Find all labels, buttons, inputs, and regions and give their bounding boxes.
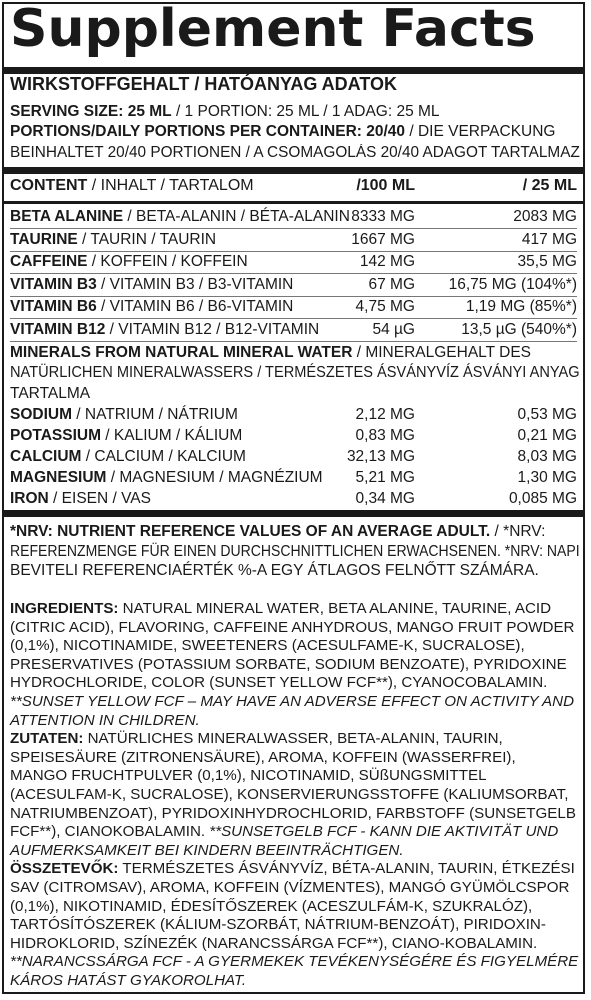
ingredients-hu-warning: KÁROS HATÁST GYAKOROLHAT. — [10, 971, 247, 989]
nutrient-value-25ml: 417 MG — [521, 230, 577, 248]
column-100ml-header: /100 ML — [356, 177, 415, 194]
nutrient-name-bold: VITAMIN B12 — [10, 320, 106, 338]
nutrient-value-25ml: 0,21 MG — [517, 427, 577, 444]
nutrient-name-bold: VITAMIN B6 — [10, 298, 97, 315]
nutrient-name-bold: IRON — [10, 490, 49, 507]
ingredients-de-line: (ACESULFAM-K, SUCRALOSE), KONSERVIERUNGSSTOFFE (KALIUMSORBAT, — [10, 785, 569, 803]
nutrient-name — [10, 405, 238, 425]
content-header-rest: / INHALT / TARTALOM — [87, 177, 254, 194]
nutrient-value-25ml: 8,03 MG — [517, 448, 577, 465]
minerals-rest: / MINERALGEHALT DES — [352, 344, 532, 361]
nutrient-value-100ml: 142 MG — [359, 253, 415, 270]
nutrient-name — [10, 426, 242, 446]
nutrient-name-bold: BETA ALANINE — [10, 208, 124, 225]
title-divider — [4, 67, 583, 74]
minerals-bold: MINERALS FROM NATURAL MINERAL WATER — [10, 344, 353, 361]
portions-bold: PORTIONS/DAILY PORTIONS PER CONTAINER: 20/40 — [10, 123, 406, 140]
nutrient-row — [10, 230, 577, 250]
row-divider — [10, 341, 577, 342]
nutrient-value-100ml: 5,21 MG — [355, 469, 415, 486]
nutrient-name-rest: / CALCIUM / KALCIUM — [81, 448, 246, 465]
ingredients-de-line: ZUTATEN: NATÜRLICHES MINERALWASSER, BETA-ALANIN, TAURIN, — [10, 730, 503, 748]
nutrient-value-25ml: 1,19 MG (85%*) — [465, 298, 577, 315]
nutrient-name-bold: SODIUM — [10, 406, 72, 423]
nutrient-name-rest: / VITAMIN B6 / B6-VITAMIN — [96, 298, 294, 315]
ingredients-hu-line: (0,1%), NIKOTINAMID, ÉDESÍTŐSZEREK (ACESZULFÁM-K, SZUKRALÓZ), — [10, 897, 533, 915]
nutrient-value-100ml: 67 MG — [368, 275, 415, 293]
nutrient-value-100ml: 1667 MG — [351, 230, 415, 248]
nutrient-name-rest: / BETA-ALANIN / BÉTA-ALANIN — [123, 208, 350, 225]
nutrient-value-25ml: 35,5 MG — [517, 253, 577, 270]
nutrient-row — [10, 405, 577, 425]
minerals-line-3: TARTALMA — [10, 385, 91, 402]
label-subtitle: WIRKSTOFFGEHALT / HATÓANYAG ADATOK — [10, 74, 397, 94]
nutrient-name-rest: / KOFFEIN / KOFFEIN — [87, 253, 248, 270]
nutrient-name — [10, 447, 246, 467]
ingredients-de-warning: **SUNSETGELB FCF - KANN DIE AKTIVITÄT UND — [209, 823, 559, 841]
content-header-bold: CONTENT — [10, 177, 88, 194]
nutrient-name-rest: / KALIUM / KÁLIUM — [101, 427, 243, 444]
header-divider — [4, 201, 583, 204]
serving-size-rest: / 1 PORTION: 25 ML / 1 ADAG: 25 ML — [171, 103, 440, 120]
serving-size — [10, 102, 577, 121]
nutrient-name-rest: / MAGNESIUM / MAGNÉZIUM — [106, 469, 323, 486]
ingredients-de-line: NATRIUMBENZOAT), PYRIDOXINHYDROCHLORID, FARBSTOFF (SUNSETGELB — [10, 804, 576, 822]
nutrient-name-rest: / VITAMIN B12 / B12-VITAMIN — [105, 320, 320, 338]
nutrient-value-100ml: 32,13 MG — [346, 448, 415, 465]
supplement-facts-label — [2, 2, 585, 994]
table-bottom-divider — [4, 510, 583, 517]
nrv-rest: / *NRV: — [490, 523, 546, 540]
nutrient-row — [10, 489, 577, 509]
nutrient-name — [10, 252, 248, 272]
nutrient-row — [10, 275, 577, 295]
ingredients-hu-line: ÖSSZETEVŐK: TERMÉSZETES ÁSVÁNYVÍZ, BÉTA-ALANIN, TAURIN, ÉTKEZÉSI — [10, 860, 575, 878]
table-header — [10, 176, 577, 196]
ingredients-en-warning: **SUNSET YELLOW FCF – MAY HAVE AN ADVERSE EFFECT ON ACTIVITY AND — [10, 692, 575, 710]
nutrient-name-bold: TAURINE — [10, 230, 78, 248]
nutrient-name — [10, 230, 216, 250]
nutrient-name-bold: POTASSIUM — [10, 427, 101, 444]
nutrient-name-bold: CALCIUM — [10, 448, 82, 465]
nutrient-value-25ml: 0,53 MG — [517, 406, 577, 423]
portions-line-1 — [10, 122, 577, 141]
nutrient-value-25ml: 16,75 MG (104%*) — [448, 275, 577, 293]
nutrient-row — [10, 447, 577, 467]
ingredients-hu-heading: ÖSSZETEVŐK: — [10, 860, 119, 878]
nutrient-row — [10, 297, 577, 317]
nutrient-value-100ml: 0,34 MG — [355, 490, 415, 507]
nrv-line-1 — [10, 522, 577, 541]
ingredients-en-line: (CITRIC ACID), FLAVORING, CAFFEINE ANHYDROUS, MANGO FRUIT POWDER — [10, 618, 575, 636]
ingredients-block — [10, 600, 582, 990]
portions-rest: / DIE VERPACKUNG — [405, 123, 556, 140]
nutrient-name-bold: CAFFEINE — [10, 253, 88, 270]
ingredients-de-line: FCF**), CIANOKOBALAMIN. **SUNSETGELB FCF - KANN DIE AKTIVITÄT UND — [10, 823, 559, 841]
nutrient-value-100ml: 0,83 MG — [355, 427, 415, 444]
ingredients-en-line: INGREDIENTS: NATURAL MINERAL WATER, BETA ALANINE, TAURINE, ACID — [10, 600, 552, 617]
nrv-line-3: BEVITELI REFERENCIAÉRTÉK %-A EGY ÁTLAGOS FELNŐTT SZÁMÁRA. — [10, 562, 539, 579]
label-title: Supplement Facts — [10, 2, 536, 59]
ingredients-de-heading: ZUTATEN: — [10, 730, 84, 748]
nutrient-value-25ml: 0,085 MG — [508, 490, 577, 507]
nutrient-name — [10, 489, 151, 509]
nutrient-row — [10, 252, 577, 272]
ingredients-en-heading: INGREDIENTS: — [10, 600, 119, 617]
nutrient-value-100ml: 4,75 MG — [355, 298, 415, 315]
nutrient-value-100ml: 2,12 MG — [355, 406, 415, 423]
minerals-line-1 — [10, 343, 577, 362]
nrv-bold: *NRV: NUTRIENT REFERENCE VALUES OF AN AVERAGE ADULT. — [10, 523, 491, 540]
serving-size-bold: SERVING SIZE: 25 ML — [10, 103, 172, 120]
nrv-line-2: REFERENZMENGE FÜR EINEN DURCHSCHNITTLICHEN ERWACHSENEN. *NRV: NAPI — [10, 543, 580, 560]
nutrient-name — [10, 468, 323, 488]
ingredients-de-line: MANGO FRUCHTPULVER (0,1%), NICOTINAMID, SÜßUNGSMITTEL — [10, 767, 487, 785]
ingredients-hu-line: HIDROKLORID, SZÍNEZÉK (NARANCSSÁRGA FCF**), CIANO-KOBALAMIN. — [10, 934, 538, 952]
nutrient-name — [10, 275, 293, 295]
nutrient-value-25ml: 2083 MG — [513, 208, 577, 225]
nutrient-name — [10, 320, 319, 340]
ingredients-hu-warning: **NARANCSSÁRGA FCF - A GYERMEKEK TEVÉKENYSÉGÉRE ÉS FIGYELMÉRE — [10, 953, 579, 971]
nutrient-row — [10, 320, 577, 340]
nutrient-value-100ml: 54 µG — [372, 320, 415, 338]
nutrient-name-rest: / EISEN / VAS — [48, 490, 151, 507]
nutrient-row — [10, 426, 577, 446]
nutrient-name-bold: VITAMIN B3 — [10, 275, 97, 293]
ingredients-de-warning: AUFMERKSAMKEIT BEI KINDERN BEEINTRÄCHTIGEN. — [10, 841, 404, 859]
ingredients-hu-line: SAV (CITROMSAV), AROMA, KOFFEIN (VÍZMENTES), MANGÓ GYÜMÖLCSPOR — [10, 878, 570, 896]
nutrient-value-25ml: 13,5 µG (540%*) — [461, 320, 577, 338]
ingredients-de-line: SPEISESÄURE (ZITRONENSÄURE), AROMA, KOFFEIN (WASSERFREI), — [10, 748, 516, 766]
nutrient-row — [10, 207, 577, 227]
ingredients-en-line: HYDROCHLORIDE, COLOR (SUNSET YELLOW FCF**), CYANOCOBALAMIN. — [10, 674, 548, 692]
nutrient-name-rest: / NATRIUM / NÁTRIUM — [72, 406, 238, 423]
ingredients-hu-line: TARTÓSÍTÓSZEREK (KÁLIUM-SZORBÁT, NÁTRIUM-BENZOÁT), PIRIDOXIN- — [10, 916, 546, 934]
table-top-divider — [4, 167, 583, 174]
nutrient-value-100ml: 8333 MG — [351, 208, 415, 225]
portions-line-2: BEINHALTET 20/40 PORTIONEN / A CSOMAGOLÁS 20/40 ADAGOT TARTALMAZ — [10, 144, 580, 161]
nutrient-name-rest: / VITAMIN B3 / B3-VITAMIN — [96, 275, 294, 293]
ingredients-en-line: PRESERVATIVES (POTASSIUM SORBATE, SODIUM BENZOATE), PYRIDOXINE — [10, 655, 567, 673]
minerals-line-2: NATÜRLICHEN MINERALWASSERS / TERMÉSZETES ÁSVÁNYVÍZ ÁSVÁNYI ANYAG — [10, 364, 580, 381]
nutrient-row — [10, 468, 577, 488]
column-25ml-header: / 25 ML — [522, 177, 577, 194]
nutrient-value-25ml: 1,30 MG — [517, 469, 577, 486]
ingredients-en-line: (0,1%), NICOTINAMIDE, SWEETENERS (ACESULFAME-K, SUCRALOSE), — [10, 637, 525, 655]
ingredients-en-warning: ATTENTION IN CHILDREN. — [10, 711, 200, 729]
nutrient-name — [10, 207, 350, 227]
nutrient-name-bold: MAGNESIUM — [10, 469, 107, 486]
nutrient-name — [10, 297, 293, 317]
nutrient-name-rest: / TAURIN / TAURIN — [77, 230, 217, 248]
